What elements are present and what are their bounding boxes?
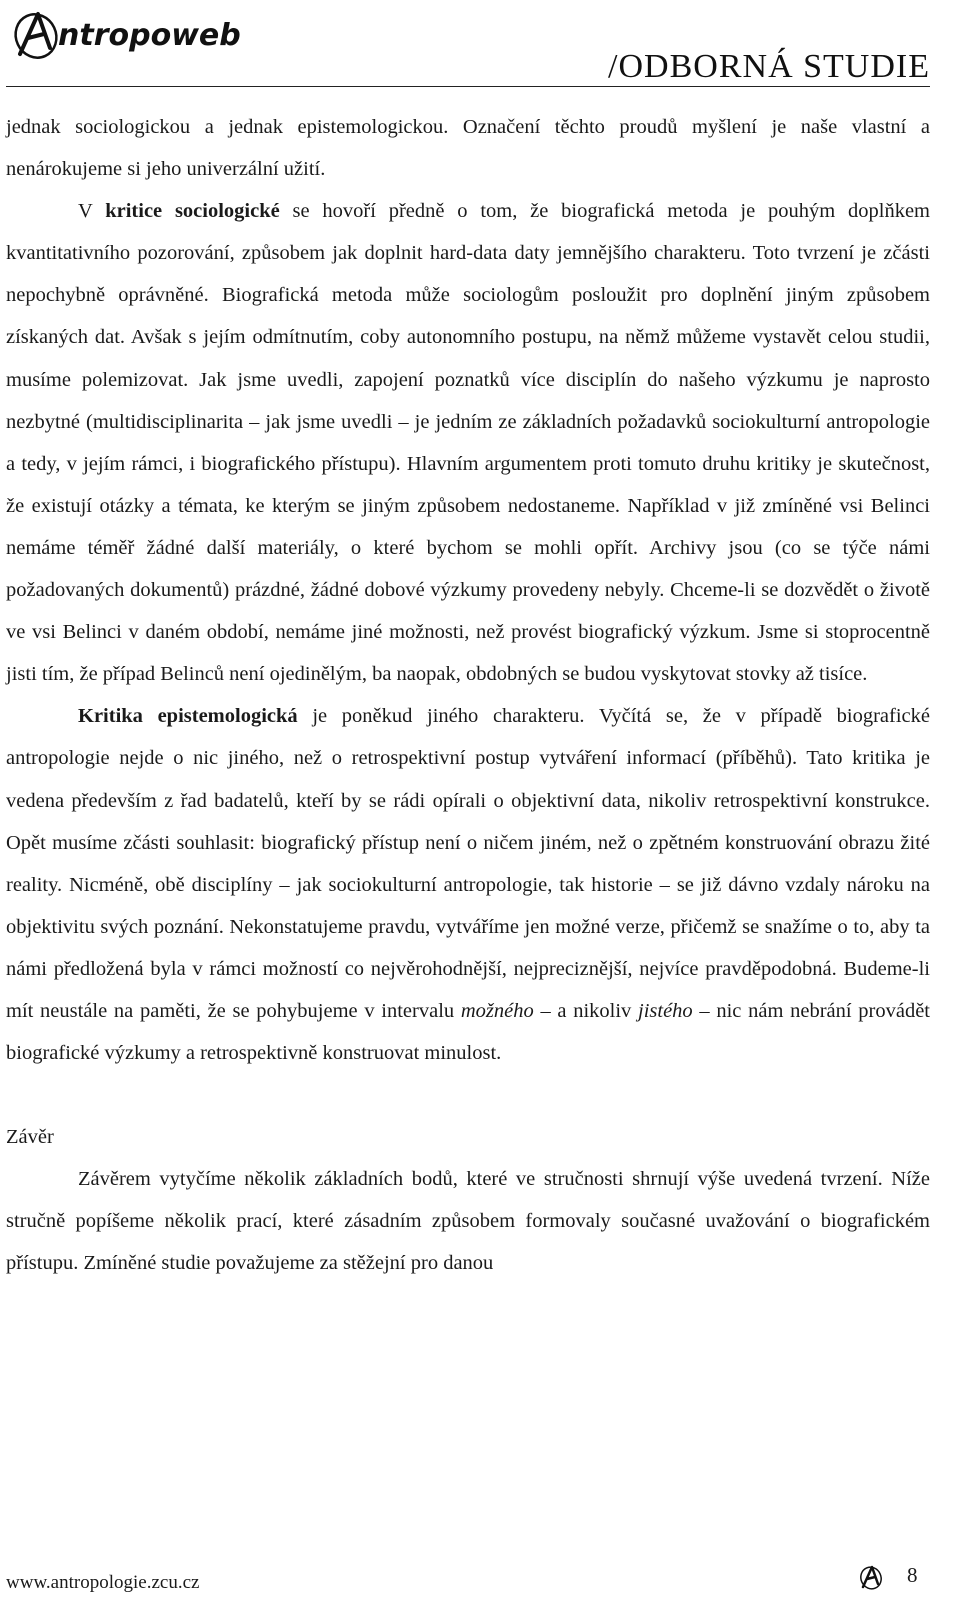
antropoweb-logo <box>10 4 250 64</box>
paragraph-text: – nic nám nebrání provádět biografické výzkumy a retrospektivně konstruovat minulost. <box>6 999 930 1065</box>
page-header <box>0 0 960 90</box>
paragraph-conclusion: Závěrem vytyčíme několik základních bodů, které ve stručnosti shrnují výše uvedená tvrzení. Níže stručně popíšeme několik prací, které zásadním způsobem formovaly současné uvažování o biografickém přístupu. Zmíněné studie považujeme za stěžejní pro danou <box>6 1168 930 1275</box>
footer-url: www.antropologie.zcu.cz <box>6 1572 200 1593</box>
paragraph-epistemological-critique <box>6 695 930 1074</box>
section-heading: Závěr <box>6 1126 54 1149</box>
paragraph: jednak sociologickou a jednak epistemologickou. Označení těchto proudů myšlení je naše vlastní a nenárokujeme si jeho univerzální užití. <box>6 116 930 181</box>
article-body <box>6 106 930 1285</box>
bold-term: Kritika epistemologická <box>78 705 298 728</box>
paragraph-text: V <box>78 200 106 223</box>
footer-logo-icon <box>858 1562 888 1592</box>
section-label: /ODBORNÁ STUDIE <box>608 48 930 85</box>
bold-term: kritice sociologické <box>105 200 280 223</box>
paragraph-sociological-critique <box>6 190 930 695</box>
italic-term: možného <box>460 999 534 1022</box>
paragraph-text: – a nikoliv <box>533 999 639 1022</box>
paragraph-text: se hovoří předně o tom, že biografická metoda je pouhým doplňkem kvantitativního pozorování, způsobem jak doplnit hard-data daty jemnějšího charakteru. Toto tvrzení je zčásti nepochybně oprávněné. Biografická metoda může sociologům posloužit pro doplnění jiným způsobem získaných dat. Avšak s jejím odmítnutím, coby autonomního postupu, na němž můžeme vystavět celou studii, musíme polemizovat. Jak jsme uvedli, zapojení poznatků více disciplín do našeho výzkumu je naprosto nezbytné (multidisciplinarita – jak jsme uvedli – je jedním ze základních požadavků sociokulturní antropologie a tedy, v jejím rámci, i biografického přístupu). Hlavním argumentem proti tomuto druhu kritiky je skutečnost, že existují otázky a témata, ke kterým se jiným způsobem nedostaneme. Například v již zmíněné vsi Belinci nemáme téměř žádné další materiály, o které bychom se mohli opřít. Archivy jsou (co se týče námi požadovaných dokumentů) prázdné, žádné dobové výzkumy provedeny nebyly. Chceme-li se dozvědět o životě ve vsi Belinci v daném období, nemáme jiné možnosti, než provést biografický výzkum. Jsme si stoprocentně jisti tím, že případ Belinců není ojedinělým, ba naopak, obdobných se budou vyskytovat stovky až tisíce. <box>6 200 930 686</box>
italic-term: jistého <box>638 999 693 1022</box>
paragraph-text: je poněkud jiného charakteru. Vyčítá se, že v případě biografické antropologie nejde o nic jiného, než o retrospektivní postup vytváření informací (příběhů). Tato kritika je vedena především z řad badatelů, kteří by se rádi opírali o objektivní data, nikoliv retrospektivní konstrukce. Opět musíme zčásti souhlasit: biografický přístup není o ničem jiném, než o zpětném konstruování obrazu žité reality. Nicméně, obě disciplíny – jak sociokulturní antropologie, tak historie – se již dávno vzdaly nároku na objektivitu svých poznání. Nekonstatujeme pravdu, vytváříme jen možné verze, přičemž se snažíme o to, aby ta námi předložená byla v rámci možností co nejvěrohodnější, nejpreciznější, nejvíce pravděpodobná. Budeme-li mít neustále na paměti, že se pohybujeme v intervalu <box>6 705 931 1022</box>
logo-wordmark: ntropoweb <box>58 18 241 53</box>
header-divider <box>6 86 930 87</box>
page-number: 8 <box>907 1563 918 1587</box>
